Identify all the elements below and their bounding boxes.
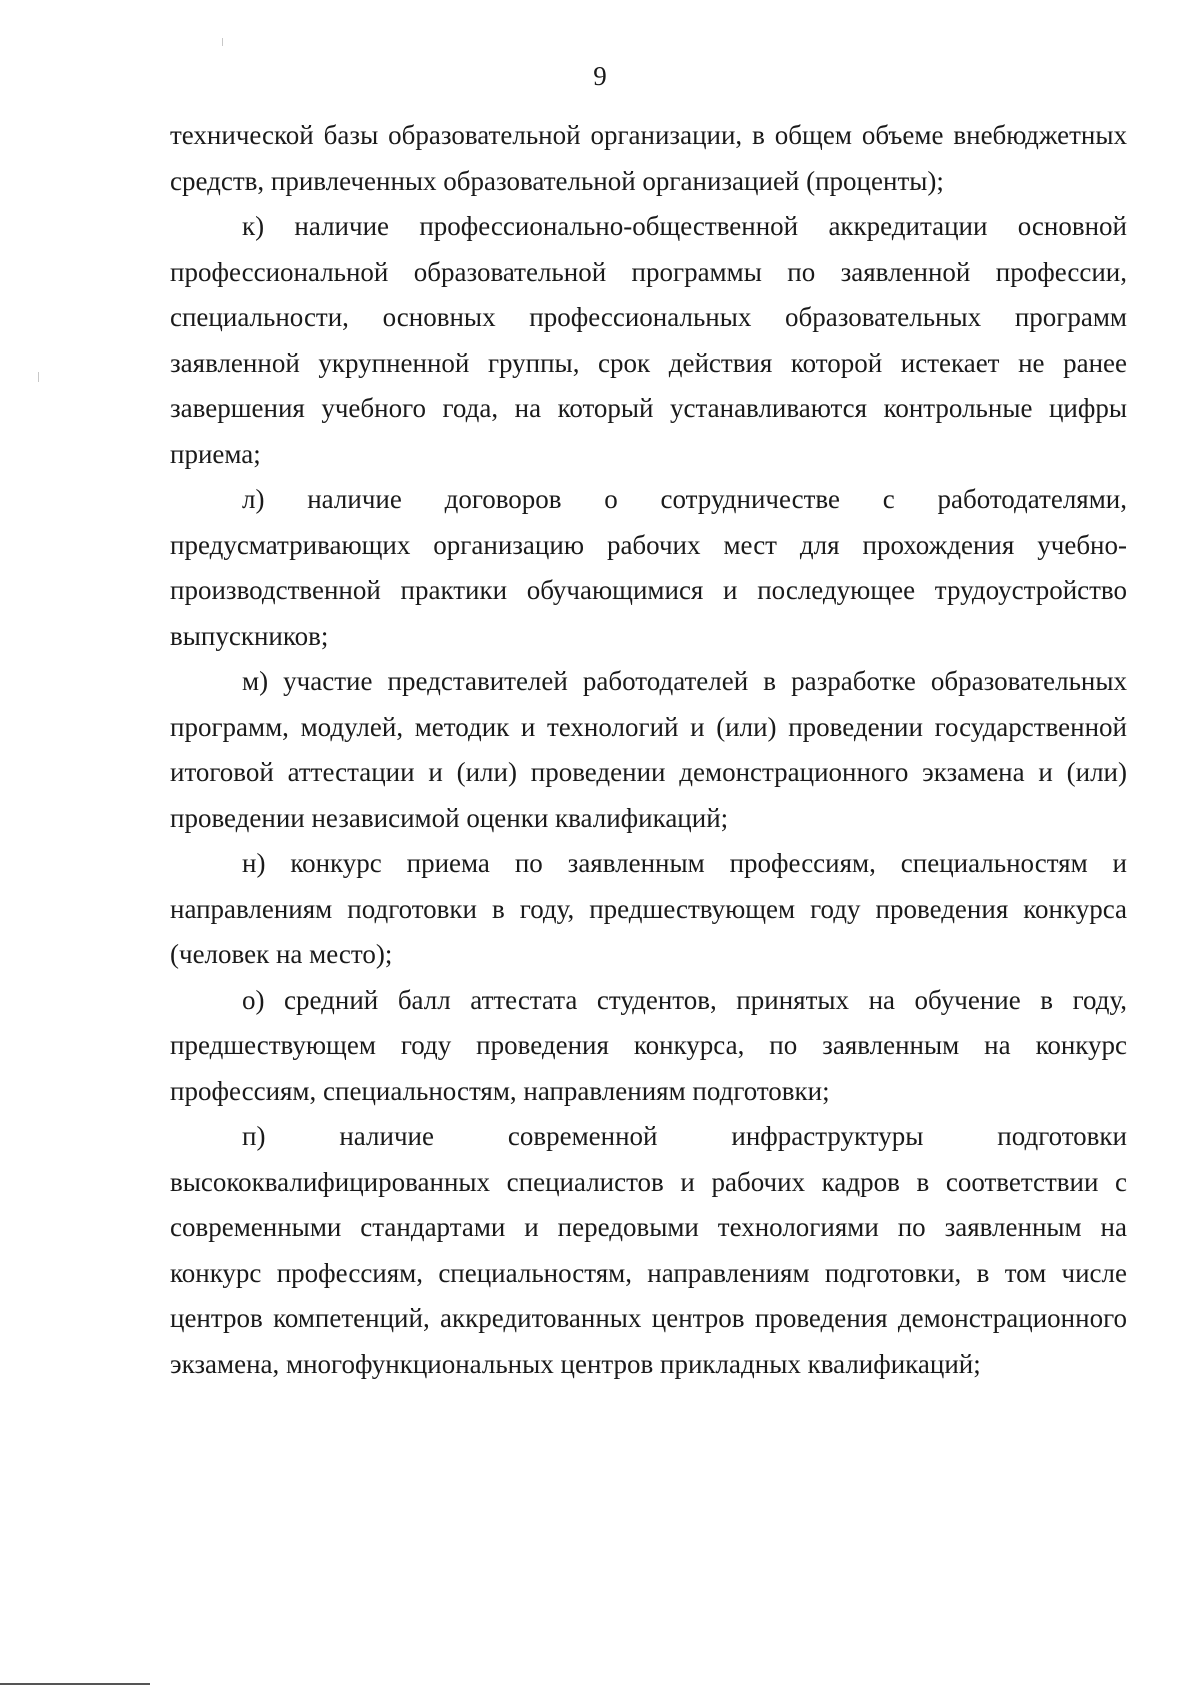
scan-artifact-top <box>222 38 223 46</box>
paragraph-item-l: л) наличие договоров о сотрудничестве с работодателями, предусматривающих организацию рабочих мест для прохождения учебно-производственной практики обучающимися и последующее трудоустройство выпускников; <box>170 484 1127 651</box>
paragraph-continuation: технической базы образовательной организации, в общем объеме внебюджетных средств, привлеченных образовательной организацией (проценты); <box>170 120 1127 196</box>
page-number: 9 <box>593 61 607 91</box>
scan-artifact-bottom-rule <box>0 1683 150 1685</box>
paragraph-item-p: п) наличие современной инфраструктуры подготовки высококвалифицированных специалистов и рабочих кадров в соответствии с современными стандартами и передовыми технологиями по заявленным на конкурс профессиям, специальностям, направлениям подготовки, в том числе центров компетенций, аккредитованных центров проведения демонстрационного экзамена, многофункциональных центров прикладных квалификаций; <box>170 1121 1127 1379</box>
scan-artifact-left <box>38 372 39 382</box>
paragraph-item-o: о) средний балл аттестата студентов, принятых на обучение в году, предшествующем году проведения конкурса, по заявленным на конкурс профессиям, специальностям, направлениям подготовки; <box>170 984 1127 1106</box>
paragraph-item-n: н) конкурс приема по заявленным профессиям, специальностям и направлениям подготовки в году, предшествующем году проведения конкурса (человек на место); <box>170 848 1127 969</box>
document-body <box>170 113 1127 1387</box>
paragraph-item-k: к) наличие профессионально-общественной аккредитации основной профессиональной образовательной программы по заявленной профессии, специальности, основных профессиональных образовательных программ заявленной укрупненной группы, срок действия которой истекает не ранее завершения учебного года, на который устанавливаются контрольные цифры приема; <box>170 211 1127 469</box>
paragraph-item-m: м) участие представителей работодателей в разработке образовательных программ, модулей, методик и технологий и (или) проведении государственной итоговой аттестации и (или) проведении демонстрационного экзамена и (или) проведении независимой оценки квалификаций; <box>170 666 1127 833</box>
